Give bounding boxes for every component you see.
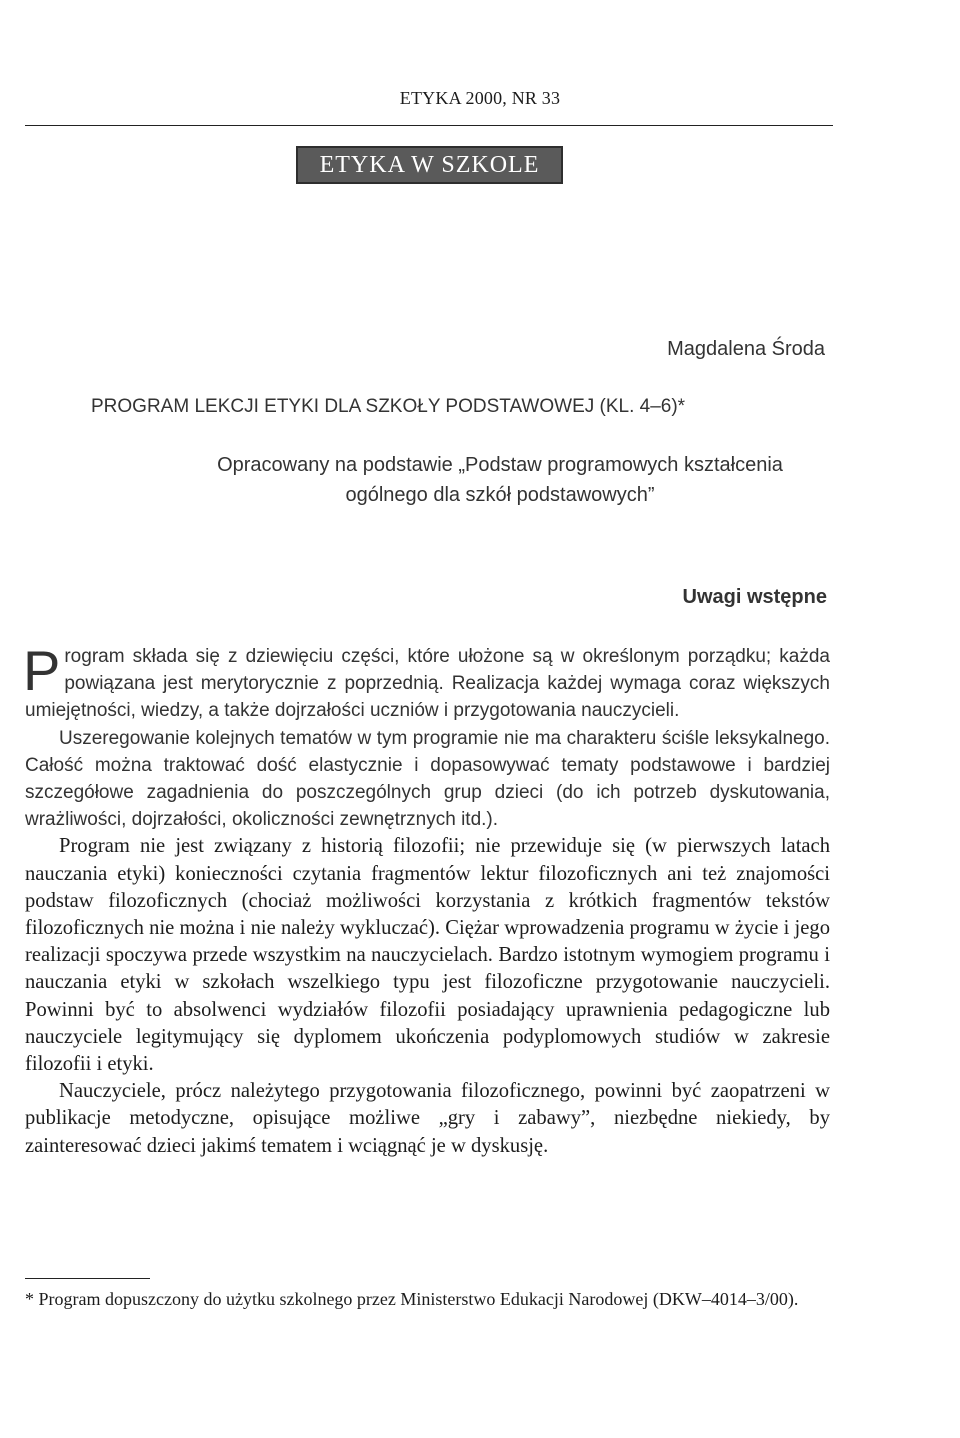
paragraph-1 bbox=[23, 639, 830, 725]
section-banner: ETYKA W SZKOLE bbox=[296, 146, 563, 184]
article-author: Magdalena Środa bbox=[667, 338, 825, 360]
article-title: PROGRAM LEKCJI ETYKI DLA SZKOŁY PODSTAWOWEJ (KL. 4–6)* bbox=[91, 396, 686, 417]
paragraph-1-text: rogram składa się z dziewięciu części, które ułożone są w określonym porządku; każda powiązana jest merytorycznie z poprzednią. Realizacja każdej wymaga coraz większych umiejętności, wiedzy, a także dojrzałości uczniów i przygotowania nauczycieli. bbox=[25, 646, 830, 722]
journal-header: ETYKA 2000, NR 33 bbox=[399, 88, 561, 108]
section-heading: Uwagi wstępne bbox=[682, 586, 827, 608]
footnote-rule bbox=[25, 1278, 150, 1279]
paragraph-2: Uszeregowanie kolejnych tematów w tym programie nie ma charakteru ściśle leksykalnego. Całość można traktować dość elastycznie i dopasowywać tematy podstawowe i bardziej szczegółowe zagadnienia do poszczególnych grup dzieci (do ich potrzeb dyskutowania, wrażliwości, dojrzałości, okoliczności zewnętrznych itd.). bbox=[25, 727, 830, 831]
drop-cap: P bbox=[23, 639, 61, 702]
article-subtitle bbox=[160, 450, 840, 510]
footnote: * Program dopuszczony do użytku szkolnego przez Ministerstwo Edukacji Narodowej (DKW–4014–3/00). bbox=[25, 1289, 799, 1309]
article-body bbox=[23, 639, 830, 1160]
subtitle-line-2: ogólnego dla szkół podstawowych” bbox=[345, 484, 655, 506]
paragraph-4: Nauczyciele, prócz należytego przygotowania filozoficznego, powinni być zaopatrzeni w publikacje metodyczne, opisujące możliwe „gry i zabawy”, niezbędne niekiedy, by zainteresować dzieci jakimś tematem i wciągnąć je w dyskusję. bbox=[25, 1080, 830, 1157]
paragraph-3: Program nie jest związany z historią filozofii; nie przewiduje się (w pierwszych latach nauczania etyki) konieczności czytania fragmentów lektur filozoficznych ani też znajomości podstaw filozoficznych (chociaż możliwości korzystania z krótkich fragmentów tekstów filozoficznych nie można i nie należy wykluczać). Ciężar wprowadzenia programu w życie i jego realizacji spoczywa przede wszystkim na nauczycielach. Bardzo istotnym wymogiem programu i nauczania etyki w szkołach wszelkiego typu jest filozoficzne przygotowanie nauczycieli. Powinni być to absolwenci wydziałów filozofii posiadający uprawnienia pedagogiczne lub nauczyciele legitymujący się dyplomem ukończenia podyplomowych studiów w zakresie filozofii i etyki. bbox=[25, 835, 830, 1076]
header-rule bbox=[25, 125, 833, 126]
subtitle-line-1: Opracowany na podstawie „Podstaw programowych kształcenia bbox=[217, 454, 783, 476]
